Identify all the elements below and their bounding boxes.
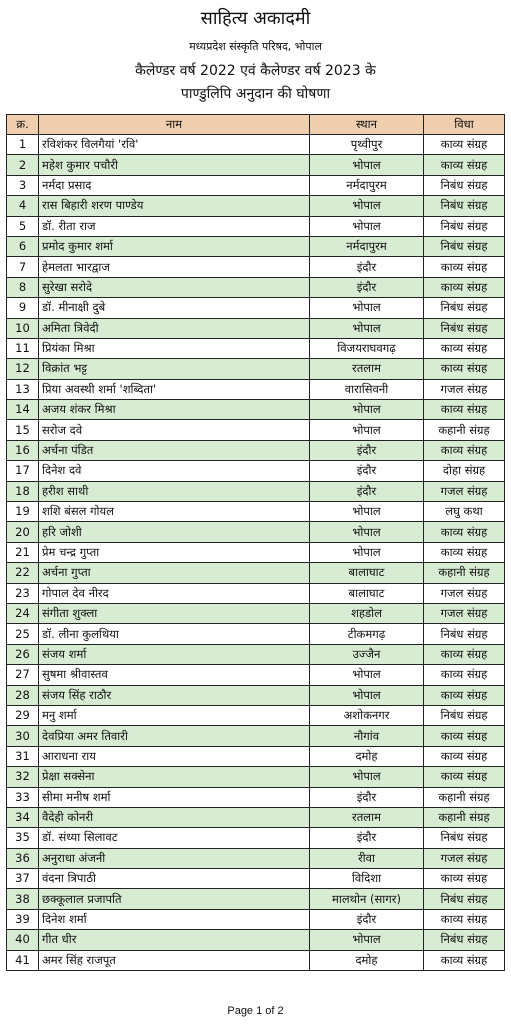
row-serial: 19: [7, 502, 39, 522]
row-serial: 11: [7, 338, 39, 358]
row-name: आराधना राय: [39, 746, 310, 766]
row-name: प्रेम चन्द्र गुप्ता: [39, 542, 310, 562]
row-genre: काव्य संग्रह: [424, 665, 505, 685]
row-place: भोपाल: [310, 400, 424, 420]
row-name: गीत धीर: [39, 930, 310, 950]
row-serial: 9: [7, 298, 39, 318]
table-row: [7, 135, 505, 155]
table-row: [7, 196, 505, 216]
row-serial: 2: [7, 155, 39, 175]
row-name: सुरेखा सरोदे: [39, 277, 310, 297]
row-name: प्रमोद कुमार शर्मा: [39, 236, 310, 256]
table-row: [7, 379, 505, 399]
row-place: मालथोन (सागर): [310, 889, 424, 909]
row-place: भोपाल: [310, 298, 424, 318]
announcement-heading-line2: पाण्डुलिपि अनुदान की घोषणा: [180, 86, 331, 102]
table-row: [7, 155, 505, 175]
row-name: मनु शर्मा: [39, 705, 310, 725]
row-place: नर्मदापुरम: [310, 236, 424, 256]
row-serial: 20: [7, 522, 39, 542]
row-serial: 36: [7, 848, 39, 868]
row-name: सीमा मनीष शर्मा: [39, 787, 310, 807]
table-row: [7, 869, 505, 889]
row-place: रतलाम: [310, 807, 424, 827]
row-name: दिनेश शर्मा: [39, 909, 310, 929]
row-genre: काव्य संग्रह: [424, 685, 505, 705]
row-name: अनुराधा अंजनी: [39, 848, 310, 868]
table-row: [7, 461, 505, 481]
row-place: भोपाल: [310, 767, 424, 787]
row-place: भोपाल: [310, 196, 424, 216]
table-row: [7, 767, 505, 787]
row-genre: काव्य संग्रह: [424, 440, 505, 460]
header-name: नाम: [39, 115, 310, 135]
table-body: [7, 135, 505, 971]
row-place: भोपाल: [310, 420, 424, 440]
row-genre: काव्य संग्रह: [424, 746, 505, 766]
row-serial: 38: [7, 889, 39, 909]
row-genre: गजल संग्रह: [424, 603, 505, 623]
row-genre: काव्य संग्रह: [424, 909, 505, 929]
row-name: विक्रांत भट्ट: [39, 359, 310, 379]
row-name: देवप्रिया अमर तिवारी: [39, 726, 310, 746]
row-serial: 25: [7, 624, 39, 644]
table-row: [7, 705, 505, 725]
table-row: [7, 338, 505, 358]
row-genre: काव्य संग्रह: [424, 359, 505, 379]
row-place: भोपाल: [310, 685, 424, 705]
row-genre: निबंध संग्रह: [424, 236, 505, 256]
table-row: [7, 277, 505, 297]
row-place: बालाघाट: [310, 563, 424, 583]
row-name: हेमलता भारद्वाज: [39, 257, 310, 277]
row-genre: कहानी संग्रह: [424, 787, 505, 807]
row-serial: 23: [7, 583, 39, 603]
table-row: [7, 807, 505, 827]
row-serial: 39: [7, 909, 39, 929]
row-genre: काव्य संग्रह: [424, 277, 505, 297]
row-genre: कहानी संग्रह: [424, 563, 505, 583]
row-genre: गजल संग्रह: [424, 379, 505, 399]
table-row: [7, 502, 505, 522]
row-serial: 5: [7, 216, 39, 236]
row-place: इंदौर: [310, 909, 424, 929]
table-row: [7, 787, 505, 807]
row-name: डॉ. लीना कुलथिया: [39, 624, 310, 644]
document-title: साहित्य अकादमी: [200, 8, 311, 29]
row-place: इंदौर: [310, 461, 424, 481]
row-place: इंदौर: [310, 257, 424, 277]
announcement-heading-line1: कैलेण्डर वर्ष 2022 एवं कैलेण्डर वर्ष 2023 के: [135, 63, 376, 79]
row-name: अमिता त्रिवेदी: [39, 318, 310, 338]
row-genre: काव्य संग्रह: [424, 155, 505, 175]
row-name: वैदेही कोनरी: [39, 807, 310, 827]
table-row: [7, 440, 505, 460]
row-serial: 16: [7, 440, 39, 460]
row-name: प्रेक्षा सक्सेना: [39, 767, 310, 787]
row-name: दिनेश दवे: [39, 461, 310, 481]
table-row: [7, 359, 505, 379]
row-genre: निबंध संग्रह: [424, 889, 505, 909]
row-place: नौगांव: [310, 726, 424, 746]
table-row: [7, 665, 505, 685]
row-genre: निबंध संग्रह: [424, 624, 505, 644]
row-name: अर्चना पंडित: [39, 440, 310, 460]
row-serial: 13: [7, 379, 39, 399]
row-serial: 14: [7, 400, 39, 420]
row-name: संजय सिंह राठौर: [39, 685, 310, 705]
row-serial: 4: [7, 196, 39, 216]
row-serial: 30: [7, 726, 39, 746]
row-serial: 31: [7, 746, 39, 766]
row-genre: लघु कथा: [424, 502, 505, 522]
row-genre: निबंध संग्रह: [424, 196, 505, 216]
table-row: [7, 216, 505, 236]
row-serial: 40: [7, 930, 39, 950]
row-genre: निबंध संग्रह: [424, 175, 505, 195]
table-row: [7, 909, 505, 929]
row-genre: काव्य संग्रह: [424, 135, 505, 155]
row-serial: 32: [7, 767, 39, 787]
row-place: दमोह: [310, 746, 424, 766]
row-serial: 22: [7, 563, 39, 583]
row-place: शहडोल: [310, 603, 424, 623]
row-genre: निबंध संग्रह: [424, 930, 505, 950]
row-serial: 6: [7, 236, 39, 256]
table-row: [7, 848, 505, 868]
row-serial: 1: [7, 135, 39, 155]
table-row: [7, 685, 505, 705]
row-name: रविशंकर विलगैयां 'रवि': [39, 135, 310, 155]
row-serial: 21: [7, 542, 39, 562]
header-genre: विधा: [424, 115, 505, 135]
row-place: उज्जैन: [310, 644, 424, 664]
row-serial: 26: [7, 644, 39, 664]
row-genre: गजल संग्रह: [424, 481, 505, 501]
row-serial: 17: [7, 461, 39, 481]
table-row: [7, 542, 505, 562]
row-name: छक्कूलाल प्रजापति: [39, 889, 310, 909]
row-genre: निबंध संग्रह: [424, 318, 505, 338]
row-genre: काव्य संग्रह: [424, 542, 505, 562]
table-row: [7, 583, 505, 603]
grant-list-table: [6, 114, 505, 971]
row-serial: 37: [7, 869, 39, 889]
row-genre: निबंध संग्रह: [424, 216, 505, 236]
row-genre: कहानी संग्रह: [424, 807, 505, 827]
table-row: [7, 828, 505, 848]
row-serial: 3: [7, 175, 39, 195]
table-row: [7, 950, 505, 970]
row-serial: 10: [7, 318, 39, 338]
row-place: भोपाल: [310, 155, 424, 175]
row-genre: गजल संग्रह: [424, 848, 505, 868]
row-serial: 34: [7, 807, 39, 827]
header-place: स्थान: [310, 115, 424, 135]
row-place: इंदौर: [310, 787, 424, 807]
row-name: संजय शर्मा: [39, 644, 310, 664]
table-row: [7, 400, 505, 420]
row-name: हरीश साथी: [39, 481, 310, 501]
row-place: रतलाम: [310, 359, 424, 379]
row-name: प्रियंका मिश्रा: [39, 338, 310, 358]
row-place: इंदौर: [310, 277, 424, 297]
row-serial: 33: [7, 787, 39, 807]
row-genre: काव्य संग्रह: [424, 767, 505, 787]
table-row: [7, 563, 505, 583]
table-row: [7, 175, 505, 195]
table-row: [7, 624, 505, 644]
header-serial: क्र.: [7, 115, 39, 135]
row-name: सरोज दवे: [39, 420, 310, 440]
row-name: शशि बंसल गोयल: [39, 502, 310, 522]
row-serial: 24: [7, 603, 39, 623]
row-place: दमोह: [310, 950, 424, 970]
table-row: [7, 236, 505, 256]
row-serial: 12: [7, 359, 39, 379]
row-genre: काव्य संग्रह: [424, 257, 505, 277]
row-name: प्रिया अवस्थी शर्मा 'शब्दिता': [39, 379, 310, 399]
row-name: नर्मदा प्रसाद: [39, 175, 310, 195]
row-genre: दोहा संग्रह: [424, 461, 505, 481]
row-place: विजयराघवगढ़: [310, 338, 424, 358]
row-serial: 15: [7, 420, 39, 440]
row-name: सुषमा श्रीवास्तव: [39, 665, 310, 685]
row-genre: काव्य संग्रह: [424, 400, 505, 420]
row-place: भोपाल: [310, 318, 424, 338]
row-name: हरि जोशी: [39, 522, 310, 542]
table-row: [7, 746, 505, 766]
row-genre: काव्य संग्रह: [424, 644, 505, 664]
row-serial: 18: [7, 481, 39, 501]
row-genre: गजल संग्रह: [424, 583, 505, 603]
table-header-row: [7, 115, 505, 135]
row-name: डॉ. रीता राज: [39, 216, 310, 236]
row-place: विदिशा: [310, 869, 424, 889]
row-place: भोपाल: [310, 665, 424, 685]
row-place: रीवा: [310, 848, 424, 868]
row-place: भोपाल: [310, 216, 424, 236]
row-genre: काव्य संग्रह: [424, 726, 505, 746]
table-row: [7, 930, 505, 950]
row-place: भोपाल: [310, 930, 424, 950]
row-serial: 41: [7, 950, 39, 970]
row-place: पृथ्वीपुर: [310, 135, 424, 155]
row-place: टीकमगढ़: [310, 624, 424, 644]
row-name: वंदना त्रिपाठी: [39, 869, 310, 889]
row-name: अर्चना गुप्ता: [39, 563, 310, 583]
table-row: [7, 257, 505, 277]
row-name: डॉ. संध्या सिलावट: [39, 828, 310, 848]
row-place: भोपाल: [310, 522, 424, 542]
row-genre: निबंध संग्रह: [424, 705, 505, 725]
page-number: Page 1 of 2: [227, 1005, 284, 1017]
row-serial: 28: [7, 685, 39, 705]
row-genre: काव्य संग्रह: [424, 338, 505, 358]
table-row: [7, 726, 505, 746]
row-serial: 7: [7, 257, 39, 277]
row-name: संगीता शुक्ला: [39, 603, 310, 623]
row-name: गोपाल देव नीरद: [39, 583, 310, 603]
row-place: बालाघाट: [310, 583, 424, 603]
row-place: भोपाल: [310, 502, 424, 522]
row-genre: कहानी संग्रह: [424, 420, 505, 440]
table-row: [7, 481, 505, 501]
row-place: अशोकनगर: [310, 705, 424, 725]
row-serial: 8: [7, 277, 39, 297]
row-place: इंदौर: [310, 440, 424, 460]
row-place: नर्मदापुरम: [310, 175, 424, 195]
table-row: [7, 318, 505, 338]
table-row: [7, 522, 505, 542]
row-serial: 29: [7, 705, 39, 725]
row-genre: काव्य संग्रह: [424, 522, 505, 542]
row-name: अमर सिंह राजपूत: [39, 950, 310, 970]
row-name: अजय शंकर मिश्रा: [39, 400, 310, 420]
row-genre: काव्य संग्रह: [424, 869, 505, 889]
row-serial: 27: [7, 665, 39, 685]
row-place: भोपाल: [310, 542, 424, 562]
table-row: [7, 889, 505, 909]
table-row: [7, 420, 505, 440]
document-subtitle: मध्यप्रदेश संस्कृति परिषद, भोपाल: [189, 40, 322, 53]
table-row: [7, 298, 505, 318]
table-row: [7, 603, 505, 623]
row-genre: निबंध संग्रह: [424, 828, 505, 848]
row-genre: काव्य संग्रह: [424, 950, 505, 970]
row-place: वारासिवनी: [310, 379, 424, 399]
row-place: इंदौर: [310, 828, 424, 848]
row-genre: निबंध संग्रह: [424, 298, 505, 318]
row-name: रास बिहारी शरण पाण्डेय: [39, 196, 310, 216]
row-place: इंदौर: [310, 481, 424, 501]
row-serial: 35: [7, 828, 39, 848]
row-name: डॉ. मीनाक्षी दुबे: [39, 298, 310, 318]
row-name: महेश कुमार पचौरी: [39, 155, 310, 175]
table-row: [7, 644, 505, 664]
